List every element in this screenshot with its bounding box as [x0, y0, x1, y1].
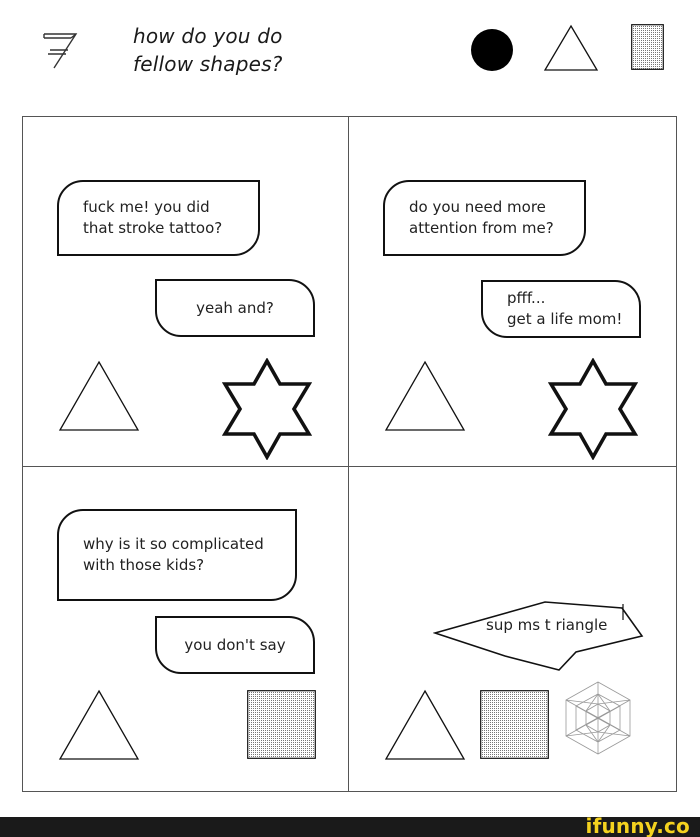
kite-text: sup ms t riangle	[486, 616, 608, 634]
star-of-david-icon	[222, 358, 312, 460]
speech-bubble-panel3-reply	[155, 616, 315, 674]
speech-bubble-panel2-reply	[481, 280, 641, 338]
panel-divider-horizontal	[22, 466, 677, 467]
circle-icon	[470, 28, 514, 72]
bubble-text-line: that stroke tattoo?	[83, 219, 223, 237]
bubble-text-line: why is it so complicated	[83, 535, 264, 553]
triangle-icon	[384, 360, 466, 432]
speech-bubble-panel3-top	[57, 509, 297, 601]
bubble-text-line: get a life mom!	[507, 310, 623, 328]
bubble-text-line: with those kids?	[83, 556, 205, 574]
title-line-2: fellow shapes?	[133, 52, 283, 76]
star-of-david-icon	[548, 358, 638, 460]
speech-bubble-panel1-top	[57, 180, 260, 256]
bubble-text-line: do you need more	[409, 198, 546, 216]
triangle-icon	[58, 360, 140, 432]
seven-logo-icon	[40, 28, 80, 72]
triangle-icon	[384, 689, 466, 761]
speech-bubble-panel2-top	[383, 180, 586, 256]
bubble-text: you don't say	[184, 635, 286, 654]
dotted-square-icon	[631, 24, 664, 70]
dotted-square-icon	[480, 690, 549, 759]
speech-bubble-panel1-reply	[155, 279, 315, 337]
bubble-text-line: attention from me?	[409, 219, 554, 237]
triangle-icon	[543, 24, 599, 72]
bubble-text-line: fuck me! you did	[83, 198, 210, 216]
bubble-text-line: pfff...	[507, 289, 546, 307]
title-line-1: how do you do	[133, 24, 283, 48]
ifunny-watermark: ifunny.co	[585, 814, 690, 837]
tesseract-icon	[562, 680, 634, 756]
page-title	[133, 22, 283, 78]
bubble-text: yeah and?	[196, 298, 274, 317]
triangle-icon	[58, 689, 140, 761]
panel-divider-vertical	[348, 116, 349, 792]
dotted-square-icon	[247, 690, 316, 759]
